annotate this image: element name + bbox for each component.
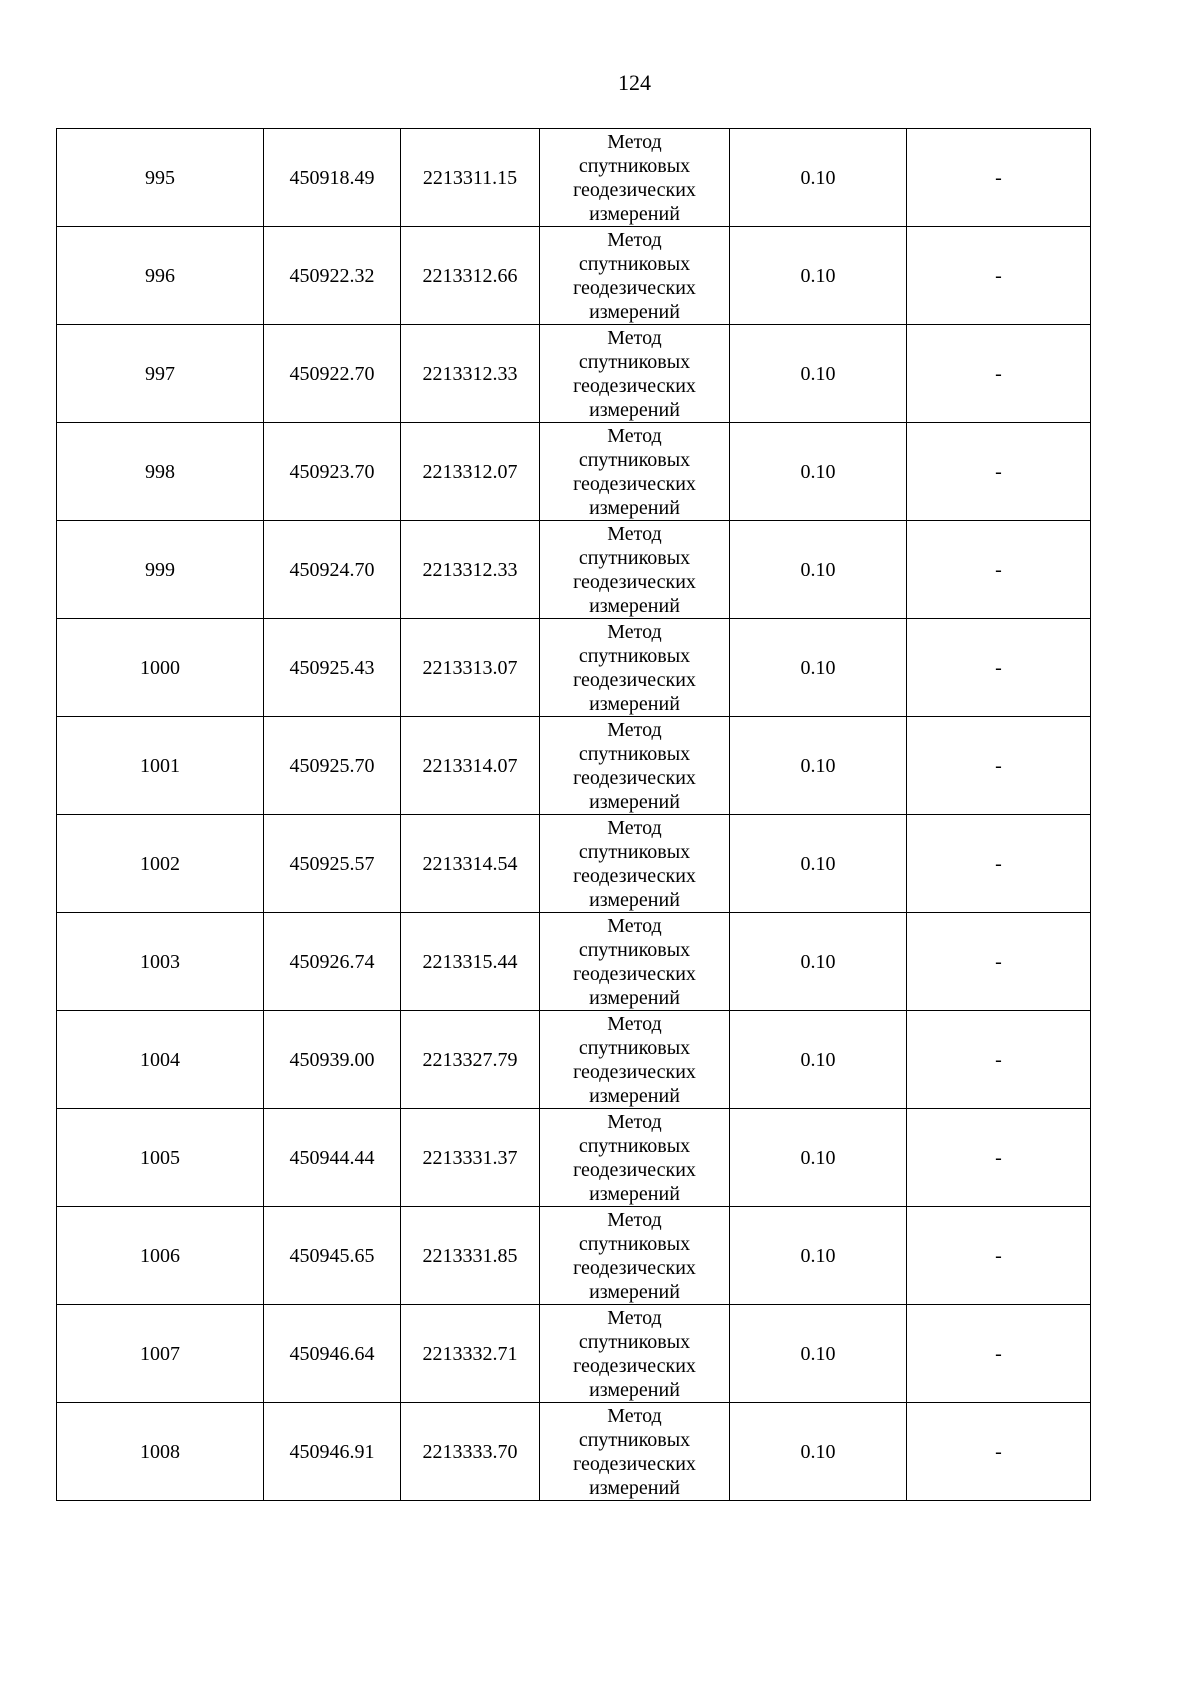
method-line: измерений [589, 1182, 680, 1205]
table-row [57, 619, 1091, 717]
note-cell: - [907, 1109, 1091, 1207]
method-line: Метод [607, 914, 662, 937]
y-coordinate-cell: 2213331.85 [401, 1207, 540, 1305]
accuracy-cell: 0.10 [730, 227, 907, 325]
point-number-cell: 997 [57, 325, 264, 423]
method-line: геодезических [573, 374, 696, 397]
accuracy-cell: 0.10 [730, 1403, 907, 1501]
method-cell [540, 619, 730, 717]
point-number-cell: 1008 [57, 1403, 264, 1501]
method-line: спутниковых [578, 1036, 691, 1059]
method-line: геодезических [573, 1256, 696, 1279]
note-cell: - [907, 1305, 1091, 1403]
table-row [57, 1305, 1091, 1403]
table-row [57, 325, 1091, 423]
method-line: геодезических [573, 1060, 696, 1083]
y-coordinate-cell: 2213332.71 [401, 1305, 540, 1403]
y-coordinate-cell: 2213314.54 [401, 815, 540, 913]
method-line: Метод [607, 1110, 662, 1133]
method-line: геодезических [573, 668, 696, 691]
point-number-cell: 998 [57, 423, 264, 521]
method-cell [540, 1403, 730, 1501]
accuracy-cell: 0.10 [730, 1207, 907, 1305]
method-line: Метод [607, 718, 662, 741]
method-line: спутниковых [578, 252, 691, 275]
method-line: Метод [607, 326, 662, 349]
method-line: Метод [607, 130, 662, 153]
method-line: Метод [607, 228, 662, 251]
method-line: геодезических [573, 1354, 696, 1377]
method-line: Метод [607, 1404, 662, 1427]
method-cell [540, 717, 730, 815]
method-line: спутниковых [578, 1330, 691, 1353]
y-coordinate-cell: 2213333.70 [401, 1403, 540, 1501]
accuracy-cell: 0.10 [730, 1305, 907, 1403]
note-cell: - [907, 619, 1091, 717]
method-cell [540, 1305, 730, 1403]
page-number: 124 [618, 70, 651, 95]
x-coordinate-cell: 450945.65 [264, 1207, 401, 1305]
table-row [57, 129, 1091, 227]
method-line: спутниковых [578, 1428, 691, 1451]
table-row [57, 815, 1091, 913]
method-line: измерений [589, 1476, 680, 1499]
point-number-cell: 996 [57, 227, 264, 325]
method-cell [540, 423, 730, 521]
coordinates-table-body [57, 129, 1091, 1501]
x-coordinate-cell: 450923.70 [264, 423, 401, 521]
method-line: измерений [589, 790, 680, 813]
point-number-cell: 1007 [57, 1305, 264, 1403]
note-cell: - [907, 227, 1091, 325]
method-line: геодезических [573, 570, 696, 593]
note-cell: - [907, 521, 1091, 619]
y-coordinate-cell: 2213312.33 [401, 325, 540, 423]
y-coordinate-cell: 2213331.37 [401, 1109, 540, 1207]
accuracy-cell: 0.10 [730, 1109, 907, 1207]
method-line: геодезических [573, 472, 696, 495]
method-line: измерений [589, 300, 680, 323]
method-line: Метод [607, 1306, 662, 1329]
method-cell [540, 521, 730, 619]
x-coordinate-cell: 450926.74 [264, 913, 401, 1011]
method-line: спутниковых [578, 742, 691, 765]
method-cell [540, 325, 730, 423]
table-row [57, 913, 1091, 1011]
method-line: геодезических [573, 766, 696, 789]
point-number-cell: 1001 [57, 717, 264, 815]
point-number-cell: 995 [57, 129, 264, 227]
method-cell [540, 1109, 730, 1207]
method-line: спутниковых [578, 1232, 691, 1255]
x-coordinate-cell: 450925.57 [264, 815, 401, 913]
method-line: Метод [607, 1012, 662, 1035]
point-number-cell: 1005 [57, 1109, 264, 1207]
table-row [57, 227, 1091, 325]
y-coordinate-cell: 2213314.07 [401, 717, 540, 815]
x-coordinate-cell: 450946.64 [264, 1305, 401, 1403]
point-number-cell: 999 [57, 521, 264, 619]
method-line: спутниковых [578, 1134, 691, 1157]
accuracy-cell: 0.10 [730, 913, 907, 1011]
method-line: Метод [607, 424, 662, 447]
y-coordinate-cell: 2213312.66 [401, 227, 540, 325]
point-number-cell: 1004 [57, 1011, 264, 1109]
y-coordinate-cell: 2213311.15 [401, 129, 540, 227]
method-line: Метод [607, 522, 662, 545]
note-cell: - [907, 815, 1091, 913]
method-line: измерений [589, 1280, 680, 1303]
x-coordinate-cell: 450925.70 [264, 717, 401, 815]
note-cell: - [907, 1403, 1091, 1501]
method-line: спутниковых [578, 546, 691, 569]
method-line: геодезических [573, 864, 696, 887]
x-coordinate-cell: 450918.49 [264, 129, 401, 227]
coordinates-table [56, 128, 1091, 1501]
method-line: геодезических [573, 276, 696, 299]
note-cell: - [907, 423, 1091, 521]
method-line: спутниковых [578, 938, 691, 961]
method-line: спутниковых [578, 448, 691, 471]
method-line: измерений [589, 398, 680, 421]
method-cell [540, 129, 730, 227]
accuracy-cell: 0.10 [730, 717, 907, 815]
accuracy-cell: 0.10 [730, 423, 907, 521]
x-coordinate-cell: 450944.44 [264, 1109, 401, 1207]
accuracy-cell: 0.10 [730, 521, 907, 619]
method-line: спутниковых [578, 840, 691, 863]
accuracy-cell: 0.10 [730, 619, 907, 717]
method-line: Метод [607, 620, 662, 643]
method-line: спутниковых [578, 350, 691, 373]
table-row [57, 1403, 1091, 1501]
x-coordinate-cell: 450922.70 [264, 325, 401, 423]
method-line: геодезических [573, 178, 696, 201]
method-line: измерений [589, 202, 680, 225]
point-number-cell: 1002 [57, 815, 264, 913]
method-line: геодезических [573, 1452, 696, 1475]
method-cell [540, 913, 730, 1011]
accuracy-cell: 0.10 [730, 325, 907, 423]
method-line: спутниковых [578, 154, 691, 177]
method-line: измерений [589, 496, 680, 519]
table-row [57, 521, 1091, 619]
x-coordinate-cell: 450924.70 [264, 521, 401, 619]
method-line: измерений [589, 1084, 680, 1107]
method-cell [540, 815, 730, 913]
x-coordinate-cell: 450946.91 [264, 1403, 401, 1501]
table-row [57, 1207, 1091, 1305]
note-cell: - [907, 1207, 1091, 1305]
x-coordinate-cell: 450925.43 [264, 619, 401, 717]
point-number-cell: 1000 [57, 619, 264, 717]
x-coordinate-cell: 450939.00 [264, 1011, 401, 1109]
method-line: измерений [589, 692, 680, 715]
y-coordinate-cell: 2213312.33 [401, 521, 540, 619]
accuracy-cell: 0.10 [730, 1011, 907, 1109]
note-cell: - [907, 717, 1091, 815]
method-cell [540, 1207, 730, 1305]
method-line: Метод [607, 816, 662, 839]
table-row [57, 423, 1091, 521]
method-line: геодезических [573, 962, 696, 985]
y-coordinate-cell: 2213312.07 [401, 423, 540, 521]
method-cell [540, 227, 730, 325]
table-row [57, 717, 1091, 815]
accuracy-cell: 0.10 [730, 129, 907, 227]
table-row [57, 1011, 1091, 1109]
y-coordinate-cell: 2213313.07 [401, 619, 540, 717]
x-coordinate-cell: 450922.32 [264, 227, 401, 325]
method-line: спутниковых [578, 644, 691, 667]
note-cell: - [907, 1011, 1091, 1109]
point-number-cell: 1006 [57, 1207, 264, 1305]
y-coordinate-cell: 2213327.79 [401, 1011, 540, 1109]
note-cell: - [907, 129, 1091, 227]
method-line: Метод [607, 1208, 662, 1231]
accuracy-cell: 0.10 [730, 815, 907, 913]
method-line: измерений [589, 1378, 680, 1401]
y-coordinate-cell: 2213315.44 [401, 913, 540, 1011]
method-line: измерений [589, 888, 680, 911]
table-row [57, 1109, 1091, 1207]
note-cell: - [907, 325, 1091, 423]
note-cell: - [907, 913, 1091, 1011]
method-line: геодезических [573, 1158, 696, 1181]
point-number-cell: 1003 [57, 913, 264, 1011]
method-cell [540, 1011, 730, 1109]
method-line: измерений [589, 594, 680, 617]
method-line: измерений [589, 986, 680, 1009]
